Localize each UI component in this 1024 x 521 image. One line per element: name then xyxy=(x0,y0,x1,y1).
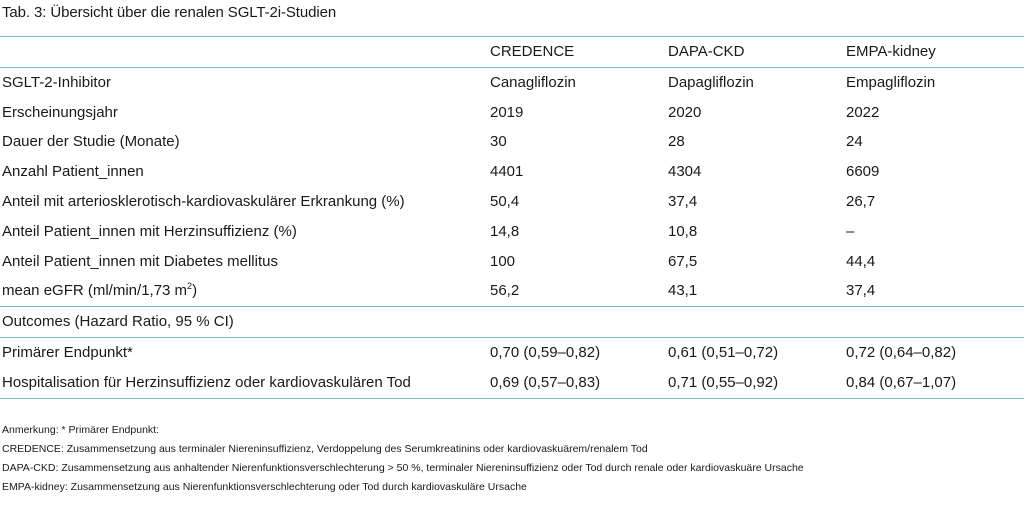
table-header-row xyxy=(0,37,1024,67)
row-label: Anteil Patient_innen mit Diabetes mellitus xyxy=(2,252,278,270)
row-label: Anteil Patient_innen mit Herzinsuffizienz (%) xyxy=(2,222,297,240)
cell-dapa-ckd: 0,71 (0,55–0,92) xyxy=(668,373,779,391)
outcomes-section-row xyxy=(0,307,1024,338)
egfr-label-text: mean eGFR (ml/min/1,73 m xyxy=(2,282,188,300)
table-row xyxy=(0,127,1024,157)
cell-credence: 50,4 xyxy=(490,192,520,210)
row-label: Anzahl Patient_innen xyxy=(2,163,144,181)
row-label: SGLT-2-Inhibitor xyxy=(2,73,111,91)
table-row xyxy=(0,157,1024,187)
cell-credence: 0,70 (0,59–0,82) xyxy=(490,343,601,361)
cell-empa-kidney: – xyxy=(846,222,855,240)
row-label xyxy=(2,276,197,306)
table-row xyxy=(0,338,1024,368)
egfr-label-close: ) xyxy=(192,282,198,300)
table-row xyxy=(0,247,1024,277)
cell-credence: 2019 xyxy=(490,103,524,121)
egfr-superscript: 2 xyxy=(187,281,193,292)
cell-dapa-ckd: 37,4 xyxy=(668,192,698,210)
row-label: Erscheinungsjahr xyxy=(2,103,118,121)
cell-empa-kidney: 0,84 (0,67–1,07) xyxy=(846,373,957,391)
cell-empa-kidney: 24 xyxy=(846,133,863,151)
row-label: Anteil mit arteriosklerotisch-kardiovaskulärer Erkrankung (%) xyxy=(2,192,405,210)
cell-credence: 56,2 xyxy=(490,282,520,300)
table-row xyxy=(0,276,1024,307)
cell-empa-kidney: 26,7 xyxy=(846,192,876,210)
cell-empa-kidney: 37,4 xyxy=(846,282,876,300)
table-row xyxy=(0,217,1024,247)
cell-empa-kidney: Empagliflozin xyxy=(846,73,936,91)
table-row xyxy=(0,368,1024,399)
cell-empa-kidney: 0,72 (0,64–0,82) xyxy=(846,343,957,361)
cell-dapa-ckd: Dapagliflozin xyxy=(668,73,754,91)
column-header-dapa-ckd: DAPA-CKD xyxy=(668,43,745,60)
cell-credence: 4401 xyxy=(490,163,524,181)
note-line: Anmerkung: * Primärer Endpunkt: xyxy=(2,424,159,436)
table-notes xyxy=(2,421,804,497)
note-line: CREDENCE: Zusammensetzung aus terminaler Niereninsuffizienz, Verdoppelung des Serumkreatinins oder kardiovaskuärem/renalem Tod xyxy=(2,443,648,455)
cell-credence: 30 xyxy=(490,133,507,151)
cell-credence: 100 xyxy=(490,252,516,270)
row-label: Dauer der Studie (Monate) xyxy=(2,133,180,151)
row-label: Primärer Endpunkt* xyxy=(2,343,133,361)
table-row xyxy=(0,187,1024,217)
outcomes-label: Outcomes (Hazard Ratio, 95 % CI) xyxy=(2,313,234,331)
cell-empa-kidney: 6609 xyxy=(846,163,880,181)
note-line: DAPA-CKD: Zusammensetzung aus anhaltender Nierenfunktionsverschlechterung > 50 %, terminaler Niereninsuffizienz oder Tod durch renale oder kardiovaskuäre Ursache xyxy=(2,462,804,474)
column-header-credence: CREDENCE xyxy=(490,43,575,60)
table-caption: Tab. 3: Übersicht über die renalen SGLT-2i-Studien xyxy=(2,4,337,21)
cell-credence: Canagliflozin xyxy=(490,73,576,91)
note-line: EMPA-kidney: Zusammensetzung aus Nierenfunktionsverschlechterung oder Tod durch kardiovaskuläre Ursache xyxy=(2,481,527,493)
cell-empa-kidney: 44,4 xyxy=(846,252,876,270)
cell-dapa-ckd: 10,8 xyxy=(668,222,698,240)
table-row xyxy=(0,98,1024,128)
row-label: Hospitalisation für Herzinsuffizienz oder kardiovaskulären Tod xyxy=(2,373,411,391)
table-row xyxy=(0,67,1024,98)
studies-table xyxy=(0,36,1024,399)
cell-dapa-ckd: 0,61 (0,51–0,72) xyxy=(668,343,779,361)
cell-dapa-ckd: 2020 xyxy=(668,103,702,121)
cell-dapa-ckd: 67,5 xyxy=(668,252,698,270)
cell-dapa-ckd: 28 xyxy=(668,133,685,151)
cell-credence: 0,69 (0,57–0,83) xyxy=(490,373,601,391)
cell-dapa-ckd: 4304 xyxy=(668,163,702,181)
cell-empa-kidney: 2022 xyxy=(846,103,880,121)
cell-dapa-ckd: 43,1 xyxy=(668,282,698,300)
cell-credence: 14,8 xyxy=(490,222,520,240)
column-header-empa-kidney: EMPA-kidney xyxy=(846,43,936,60)
